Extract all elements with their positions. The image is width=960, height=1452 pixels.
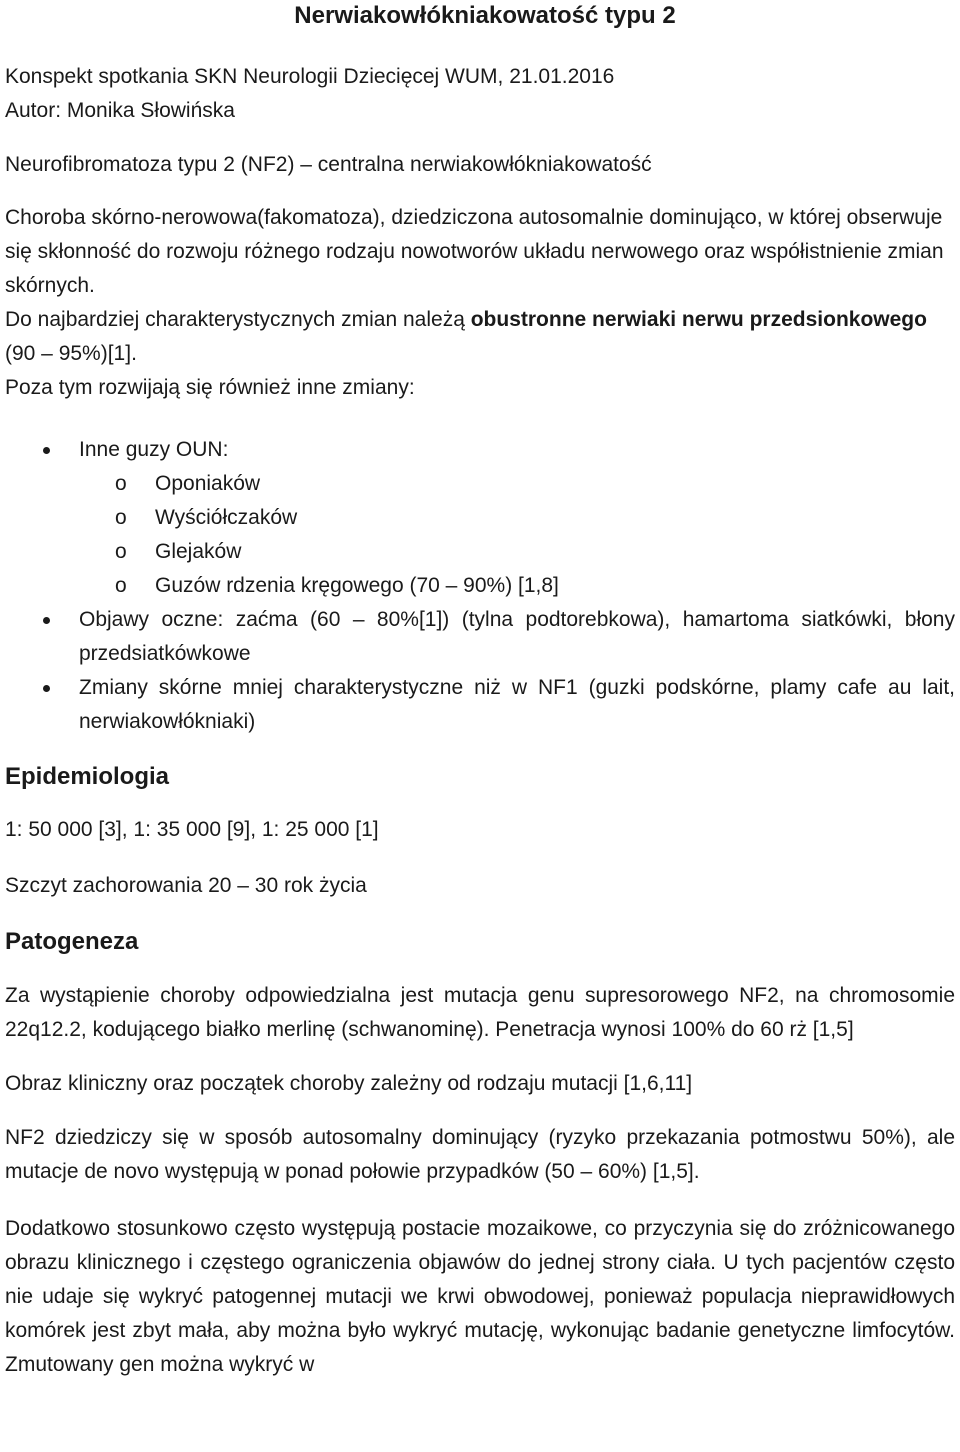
- pathogenesis-heading: Patogeneza: [5, 928, 139, 955]
- circle-bullet-icon: o: [115, 540, 127, 563]
- circle-bullet-icon: o: [115, 574, 127, 597]
- characteristic-changes-text: Do najbardziej charakterystycznych zmian należą: [5, 308, 471, 331]
- epidemiology-heading: Epidemiologia: [5, 763, 170, 790]
- list-item-label: Zmiany skórne mniej charakterystyczne niż w NF1 (guzki podskórne, plamy cafe au lait, nerwiakowłókniaki): [79, 676, 955, 733]
- bullet-icon: [43, 685, 50, 692]
- document-title: Nerwiakowłókniakowatość typu 2: [294, 2, 676, 29]
- sublist-item-label: Guzów rdzenia kręgowego (70 – 90%) [1,8]: [155, 574, 559, 597]
- peak-incidence: Szczyt zachorowania 20 – 30 rok życia: [5, 874, 367, 897]
- list-item: [5, 671, 955, 739]
- clinical-picture-paragraph: Obraz kliniczny oraz początek choroby zależny od rodzaju mutacji [1,6,11]: [5, 1072, 693, 1095]
- author-line: Autor: Monika Słowińska: [5, 99, 235, 122]
- list-item: [5, 603, 955, 671]
- bullet-icon: [43, 447, 50, 454]
- list-item-label: Objawy oczne: zaćma (60 – 80%[1]) (tylna podtorebkowa), hamartoma siatkówki, błony przedsiatkówkowe: [79, 608, 955, 665]
- circle-bullet-icon: o: [115, 506, 127, 529]
- mutation-paragraph: Za wystąpienie choroby odpowiedzialna jest mutacja genu supresorowego NF2, na chromosomie 22q12.2, kodującego białko merlinę (schwanominę). Penetracja wynosi 100% do 60 rż [1,5]: [5, 984, 955, 1041]
- sublist-item: [79, 535, 955, 569]
- cns-tumors-sublist: [79, 467, 955, 603]
- vestibular-schwannoma-bold: obustronne nerwiaki nerwu przedsionkowego: [470, 308, 927, 331]
- bullet-icon: [43, 617, 50, 624]
- sublist-item: [79, 569, 955, 603]
- sublist-item-label: Glejaków: [155, 540, 242, 563]
- changes-list: [5, 433, 955, 739]
- other-changes-intro: Poza tym rozwijają się również inne zmiany:: [5, 376, 415, 399]
- characteristic-changes-paragraph: [5, 303, 955, 371]
- intro-paragraph: Choroba skórno-nerowowa(fakomatoza), dziedziczona autosomalnie dominująco, w której obserwuje się skłonność do rozwoju różnego rodzaju nowotworów układu nerwowego oraz współistnienie zmian skórnych.: [5, 206, 944, 297]
- circle-bullet-icon: o: [115, 472, 127, 495]
- list-item: [5, 433, 955, 603]
- sublist-item: [79, 501, 955, 535]
- sublist-item: [79, 467, 955, 501]
- sublist-item-label: Wyściółczaków: [155, 506, 298, 529]
- meeting-info: Konspekt spotkania SKN Neurologii Dziecięcej WUM, 21.01.2016: [5, 65, 615, 88]
- list-item-label: Inne guzy OUN:: [79, 438, 229, 461]
- nf2-definition-line: Neurofibromatoza typu 2 (NF2) – centralna nerwiakowłókniakowatość: [5, 153, 652, 176]
- sublist-item-label: Oponiaków: [155, 472, 261, 495]
- document-page: [5, 0, 955, 1382]
- mosaic-paragraph: Dodatkowo stosunkowo często występują postacie mozaikowe, co przyczynia się do zróżnicowanego obrazu klinicznego i częstego ograniczenia objawów do jednej strony ciała. U tych pacjentów często nie udaje się wykryć patogennej mutacji we krwi obwodowej, ponieważ populacja nieprawidłowych komórek jest zbyt mała, aby można było wykryć mutację, wykonując badanie genetyczne limfocytów. Zmutowany gen można wykryć w: [5, 1217, 955, 1376]
- incidence-ratios: 1: 50 000 [3], 1: 35 000 [9], 1: 25 000 [1]: [5, 818, 379, 841]
- characteristic-changes-percent: (90 – 95%)[1].: [5, 342, 137, 365]
- inheritance-paragraph: NF2 dziedziczy się w sposób autosomalny dominujący (ryzyko przekazania potmostwu 50%), ale mutacje de novo występują w ponad połowie przypadków (50 – 60%) [1,5].: [5, 1126, 955, 1183]
